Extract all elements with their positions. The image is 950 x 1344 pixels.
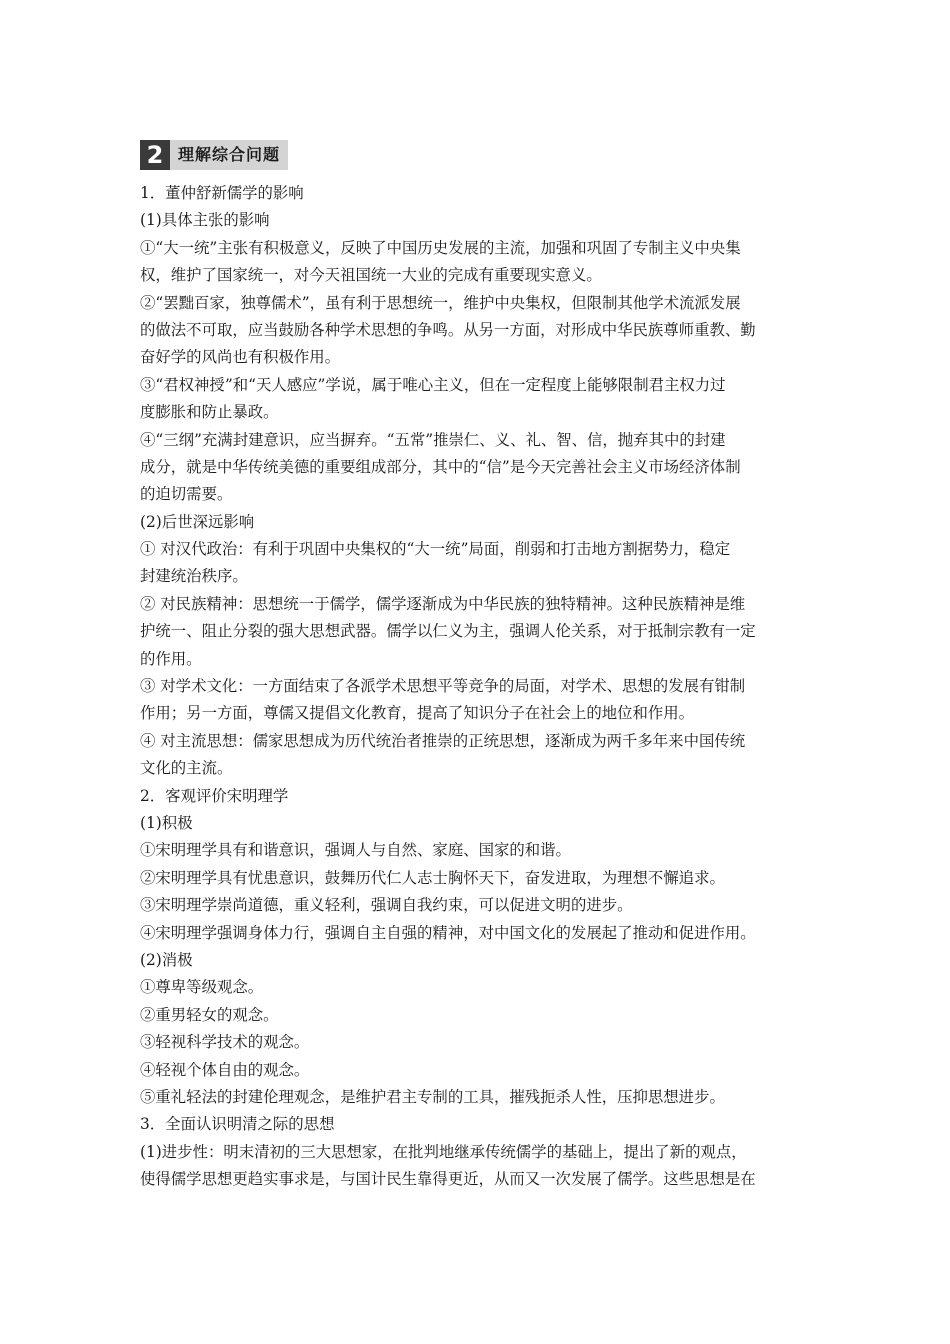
text-line: 的做法不可取，应当鼓励各种学术思想的争鸣。从另一方面，对形成中华民族尊师重教、勤 xyxy=(140,320,756,339)
text-line: ② 对民族精神：思想统一于儒学，儒学逐渐成为中华民族的独特精神。这种民族精神是维 xyxy=(140,594,746,613)
text-line: ⑤重礼轻法的封建伦理观念，是维护君主专制的工具，摧残扼杀人性，压抑思想进步。 xyxy=(140,1087,725,1106)
text-line: ④ 对主流思想：儒家思想成为历代统治者推崇的正统思想，逐渐成为两千多年来中国传统 xyxy=(140,731,746,750)
text-line: ②宋明理学具有忧患意识，鼓舞历代仁人志士胸怀天下，奋发进取，为理想不懈追求。 xyxy=(140,868,725,887)
section-header xyxy=(140,140,812,170)
text-line: 作用；另一方面，尊儒又提倡文化教育，提高了知识分子在社会上的地位和作用。 xyxy=(140,704,695,723)
text-line: ③ 对学术文化：一方面结束了各派学术思想平等竞争的局面，对学术、思想的发展有钳制 xyxy=(140,677,746,696)
text-line: 3．全面认识明清之际的思想 xyxy=(140,1115,335,1134)
text-line: 的迫切需要。 xyxy=(140,485,233,504)
text-line: ②“罢黜百家，独尊儒术”，虽有利于思想统一，维护中央集权，但限制其他学术流派发展 xyxy=(140,293,741,312)
text-line: ①“大一统”主张有积极意义，反映了中国历史发展的主流，加强和巩固了专制主义中央集 xyxy=(140,238,741,257)
text-line: ①宋明理学具有和谐意识，强调人与自然、家庭、国家的和谐。 xyxy=(140,841,571,860)
text-line: 度膨胀和防止暴政。 xyxy=(140,403,279,422)
section-number: 2 xyxy=(140,140,170,170)
text-line: (1)积极 xyxy=(140,813,193,832)
document-page xyxy=(140,140,812,1193)
text-line: 的作用。 xyxy=(140,649,202,668)
text-line: ①尊卑等级观念。 xyxy=(140,978,264,997)
text-line: ③宋明理学崇尚道德，重义轻利，强调自我约束，可以促进文明的进步。 xyxy=(140,896,633,915)
text-line: 文化的主流。 xyxy=(140,759,233,778)
body-text xyxy=(140,180,812,1193)
text-line: 奋好学的风尚也有积极作用。 xyxy=(140,348,341,367)
text-line: 2．客观评价宋明理学 xyxy=(140,786,289,805)
text-line: ① 对汉代政治：有利于巩固中央集权的“大一统”局面，削弱和打击地方割据势力，稳定 xyxy=(140,540,731,559)
text-line: ④宋明理学强调身体力行，强调自主自强的精神，对中国文化的发展起了推动和促进作用。 xyxy=(140,923,756,942)
text-line: 1．董仲舒新儒学的影响 xyxy=(140,184,304,202)
text-line: 成分，就是中华传统美德的重要组成部分，其中的“信”是今天完善社会主义市场经济体制 xyxy=(140,457,741,476)
text-line: ④轻视个体自由的观念。 xyxy=(140,1060,310,1079)
text-line: (2)消极 xyxy=(140,950,193,969)
text-line: 使得儒学思想更趋实事求是，与国计民生靠得更近，从而又一次发展了儒学。这些思想是在 xyxy=(140,1170,756,1189)
text-line: (1)具体主张的影响 xyxy=(140,211,270,230)
text-line: ④“三纲”充满封建意识，应当摒弃。“五常”推崇仁、义、礼、智、信，抛弃其中的封建 xyxy=(140,430,726,449)
text-line: 封建统治秩序。 xyxy=(140,567,248,586)
text-line: ③轻视科学技术的观念。 xyxy=(140,1033,310,1052)
text-line: 护统一、阻止分裂的强大思想武器。儒学以仁义为主，强调人伦关系，对于抵制宗教有一定 xyxy=(140,622,756,641)
section-title: 理解综合问题 xyxy=(170,140,288,170)
text-line: (1)进步性：明末清初的三大思想家，在批判地继承传统儒学的基础上，提出了新的观点， xyxy=(140,1142,747,1161)
text-line: ③“君权神授”和“天人感应”学说，属于唯心主义，但在一定程度上能够限制君主权力过 xyxy=(140,375,726,394)
text-line: 权，维护了国家统一，对今天祖国统一大业的完成有重要现实意义。 xyxy=(140,266,602,285)
text-line: ②重男轻女的观念。 xyxy=(140,1005,279,1024)
text-line: (2)后世深远影响 xyxy=(140,512,255,531)
